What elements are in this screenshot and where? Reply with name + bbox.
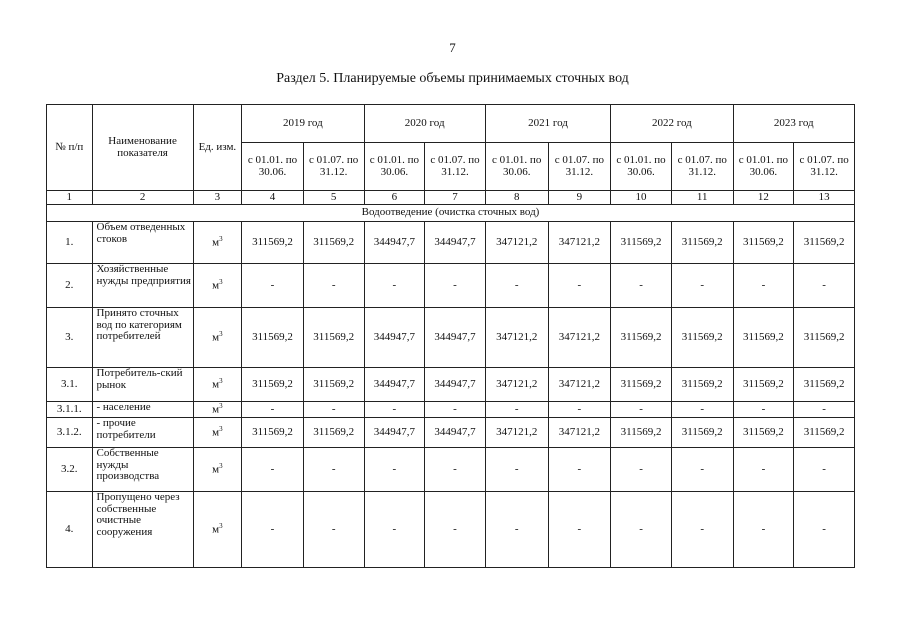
value-cell: 311569,2 — [794, 222, 855, 264]
value-cell: 347121,2 — [485, 418, 548, 448]
value-cell: - — [611, 492, 672, 568]
value-cell: - — [611, 402, 672, 418]
header-period: с 01.07. по 31.12. — [303, 143, 364, 191]
value-cell: 347121,2 — [548, 368, 611, 402]
value-cell: - — [611, 264, 672, 308]
value-cell: 311569,2 — [733, 368, 794, 402]
value-cell: 311569,2 — [303, 308, 364, 368]
row-number: 4. — [47, 492, 93, 568]
value-cell: 311569,2 — [794, 368, 855, 402]
value-cell: - — [548, 492, 611, 568]
value-cell: - — [303, 448, 364, 492]
indicator-name: Собственные нужды производства — [92, 448, 193, 492]
value-cell: 311569,2 — [242, 368, 304, 402]
unit-cell — [193, 402, 242, 418]
unit-symbol: м — [212, 331, 220, 344]
value-cell: - — [303, 492, 364, 568]
value-cell: 347121,2 — [548, 222, 611, 264]
unit-cell — [193, 448, 242, 492]
value-cell: - — [485, 448, 548, 492]
wastewater-volume-table — [46, 104, 855, 568]
section-title: Раздел 5. Планируемые объемы принимаемых сточных вод — [276, 71, 629, 86]
indicator-name: - население — [92, 402, 193, 418]
value-cell: 311569,2 — [611, 222, 672, 264]
column-number: 2 — [92, 191, 193, 205]
value-cell: - — [548, 448, 611, 492]
value-cell: - — [425, 402, 486, 418]
value-cell: 311569,2 — [733, 418, 794, 448]
value-cell: - — [242, 402, 304, 418]
table-row — [47, 368, 855, 402]
value-cell: 311569,2 — [303, 368, 364, 402]
value-cell: 347121,2 — [485, 222, 548, 264]
value-cell: - — [425, 492, 486, 568]
unit-exponent: 3 — [219, 424, 223, 433]
unit-symbol: м — [212, 463, 220, 476]
value-cell: 347121,2 — [548, 418, 611, 448]
table-row — [47, 418, 855, 448]
table-row — [47, 448, 855, 492]
value-cell: 344947,7 — [425, 418, 486, 448]
value-cell: 311569,2 — [242, 418, 304, 448]
value-cell: - — [364, 448, 425, 492]
column-number: 4 — [242, 191, 304, 205]
value-cell: 311569,2 — [733, 222, 794, 264]
unit-symbol: м — [212, 236, 220, 249]
value-cell: 347121,2 — [485, 368, 548, 402]
unit-exponent: 3 — [219, 461, 223, 470]
value-cell: - — [794, 264, 855, 308]
value-cell: 347121,2 — [485, 308, 548, 368]
table-row — [47, 308, 855, 368]
value-cell: 311569,2 — [733, 308, 794, 368]
value-cell: - — [611, 448, 672, 492]
header-year: 2020 год — [364, 105, 485, 143]
header-no: № п/п — [47, 105, 93, 191]
column-number: 13 — [794, 191, 855, 205]
value-cell: 344947,7 — [364, 222, 425, 264]
column-number: 5 — [303, 191, 364, 205]
value-cell: 344947,7 — [364, 368, 425, 402]
header-period: с 01.07. по 31.12. — [548, 143, 611, 191]
unit-exponent: 3 — [219, 234, 223, 243]
header-period: с 01.01. по 30.06. — [242, 143, 304, 191]
page-number: 7 — [449, 40, 456, 55]
unit-symbol: м — [212, 279, 220, 292]
value-cell: - — [303, 264, 364, 308]
header-period: с 01.01. по 30.06. — [611, 143, 672, 191]
header-period: с 01.01. по 30.06. — [485, 143, 548, 191]
unit-symbol: м — [212, 403, 220, 416]
header-name: Наименование показателя — [92, 105, 193, 191]
unit-exponent: 3 — [219, 376, 223, 385]
value-cell: - — [425, 448, 486, 492]
unit-cell — [193, 418, 242, 448]
row-number: 1. — [47, 222, 93, 264]
column-number: 9 — [548, 191, 611, 205]
row-number: 3.2. — [47, 448, 93, 492]
value-cell: 311569,2 — [671, 418, 733, 448]
column-number: 3 — [193, 191, 242, 205]
value-cell: 311569,2 — [303, 222, 364, 264]
value-cell: - — [794, 492, 855, 568]
value-cell: 311569,2 — [242, 308, 304, 368]
value-cell: 344947,7 — [364, 308, 425, 368]
header-year: 2019 год — [242, 105, 364, 143]
row-number: 2. — [47, 264, 93, 308]
row-number: 3.1.1. — [47, 402, 93, 418]
value-cell: - — [485, 264, 548, 308]
table-row — [47, 222, 855, 264]
value-cell: - — [733, 264, 794, 308]
value-cell: 311569,2 — [611, 368, 672, 402]
value-cell: - — [671, 402, 733, 418]
unit-symbol: м — [212, 523, 220, 536]
value-cell: - — [364, 264, 425, 308]
table-header — [47, 105, 855, 222]
value-cell: 311569,2 — [611, 308, 672, 368]
row-number: 3.1. — [47, 368, 93, 402]
value-cell: - — [733, 492, 794, 568]
header-period: с 01.07. по 31.12. — [425, 143, 486, 191]
value-cell: 347121,2 — [548, 308, 611, 368]
unit-cell — [193, 492, 242, 568]
value-cell: - — [794, 402, 855, 418]
value-cell: 311569,2 — [303, 418, 364, 448]
indicator-name: Пропущено через собственные очистные сооружения — [92, 492, 193, 568]
table-row — [47, 402, 855, 418]
indicator-name: Хозяйственные нужды предприятия — [92, 264, 193, 308]
column-number: 11 — [671, 191, 733, 205]
column-number: 12 — [733, 191, 794, 205]
value-cell: - — [485, 402, 548, 418]
unit-exponent: 3 — [219, 329, 223, 338]
table-body — [47, 222, 855, 568]
unit-cell — [193, 222, 242, 264]
value-cell: 344947,7 — [425, 308, 486, 368]
unit-cell — [193, 264, 242, 308]
value-cell: - — [794, 448, 855, 492]
value-cell: - — [242, 492, 304, 568]
header-year: 2021 год — [485, 105, 610, 143]
indicator-name: - прочие потребители — [92, 418, 193, 448]
header-period: с 01.07. по 31.12. — [671, 143, 733, 191]
value-cell: 344947,7 — [425, 368, 486, 402]
header-period: с 01.01. по 30.06. — [364, 143, 425, 191]
header-unit: Ед. изм. — [193, 105, 242, 191]
unit-symbol: м — [212, 378, 220, 391]
value-cell: - — [425, 264, 486, 308]
value-cell: 344947,7 — [425, 222, 486, 264]
row-number: 3.1.2. — [47, 418, 93, 448]
value-cell: - — [671, 492, 733, 568]
header-year: 2023 год — [733, 105, 854, 143]
header-period: с 01.01. по 30.06. — [733, 143, 794, 191]
unit-symbol: м — [212, 426, 220, 439]
column-number: 1 — [47, 191, 93, 205]
indicator-name: Потребитель-ский рынок — [92, 368, 193, 402]
column-number: 10 — [611, 191, 672, 205]
indicator-name: Объем отведенных стоков — [92, 222, 193, 264]
value-cell: - — [733, 448, 794, 492]
value-cell: - — [242, 448, 304, 492]
value-cell: 311569,2 — [671, 222, 733, 264]
value-cell: - — [671, 264, 733, 308]
value-cell: - — [485, 492, 548, 568]
indicator-name: Принято сточных вод по категориям потребителей — [92, 308, 193, 368]
unit-cell — [193, 368, 242, 402]
header-period: с 01.07. по 31.12. — [794, 143, 855, 191]
value-cell: - — [242, 264, 304, 308]
row-number: 3. — [47, 308, 93, 368]
unit-exponent: 3 — [219, 401, 223, 410]
value-cell: - — [733, 402, 794, 418]
column-number: 6 — [364, 191, 425, 205]
value-cell: - — [303, 402, 364, 418]
unit-exponent: 3 — [219, 277, 223, 286]
header-year: 2022 год — [611, 105, 733, 143]
unit-exponent: 3 — [219, 521, 223, 530]
table-row — [47, 492, 855, 568]
value-cell: 311569,2 — [242, 222, 304, 264]
value-cell: 311569,2 — [794, 308, 855, 368]
column-number: 7 — [425, 191, 486, 205]
value-cell: - — [548, 264, 611, 308]
value-cell: 344947,7 — [364, 418, 425, 448]
section-header: Водоотведение (очистка сточных вод) — [47, 205, 855, 222]
table-row — [47, 264, 855, 308]
value-cell: - — [364, 402, 425, 418]
value-cell: - — [364, 492, 425, 568]
value-cell: - — [671, 448, 733, 492]
value-cell: 311569,2 — [611, 418, 672, 448]
value-cell: 311569,2 — [671, 308, 733, 368]
value-cell: - — [548, 402, 611, 418]
value-cell: 311569,2 — [794, 418, 855, 448]
unit-cell — [193, 308, 242, 368]
column-number: 8 — [485, 191, 548, 205]
value-cell: 311569,2 — [671, 368, 733, 402]
